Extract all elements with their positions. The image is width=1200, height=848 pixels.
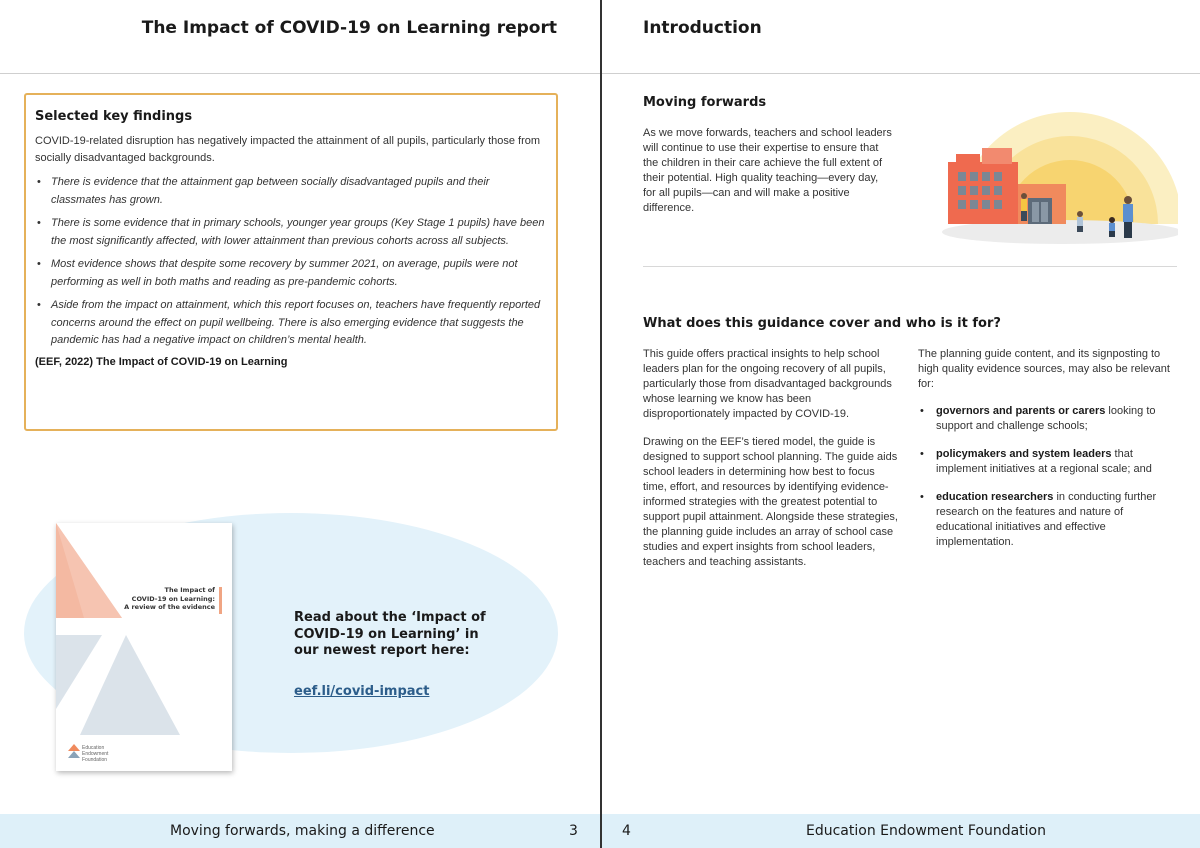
key-findings-heading: Selected key findings <box>35 109 193 124</box>
page-number-right: 4 <box>622 823 631 839</box>
audience-intro: The planning guide content, and its signposting to high quality evidence sources, may also be relevant for: <box>918 348 1170 390</box>
report-cover-thumbnail[interactable] <box>56 523 232 771</box>
left-page-header <box>0 0 600 74</box>
guidance-para-1: This guide offers practical insights to help school leaders plan for the ongoing recovery of all pupils, particularly those from disadvantaged backgrounds whose learning we know has been disproportionately impacted by COVID-19. <box>643 348 892 420</box>
moving-forwards-heading: Moving forwards <box>643 95 767 110</box>
audience-item: • policymakers and system leaders that implement initiatives at a regional scale; and <box>918 447 1180 477</box>
right-page-header <box>602 0 1200 74</box>
findings-source: (EEF, 2022) The Impact of COVID-19 on Learning <box>35 355 288 368</box>
key-findings-intro: COVID-19-related disruption has negatively impacted the attainment of all pupils, particularly those from socially disadvantaged backgrounds. <box>35 135 541 164</box>
cover-accent-bar <box>219 587 222 614</box>
key-finding-item: • Aside from the impact on attainment, which this report focuses on, teachers have frequently reported concerns around the effect on pupil wellbeing. There is also emerging evidence that suggests the pandemic has had a negative impact on children’s mental health. <box>35 297 546 350</box>
right-footer-text: Education Endowment Foundation <box>806 823 1046 839</box>
cover-triangles-graphic <box>56 523 232 771</box>
guidance-para-2: Drawing on the EEF’s tiered model, the guide is designed to support school planning. The guide aids school leaders in determining how best to focus time, effort, and resources by identifying evidence-informed strategies with the greatest potential to support pupil attainment. Alongside these strategies, the planning guide includes an array of school case studies and expert insights from school leaders, teachers and teaching assistants. <box>643 436 898 568</box>
section-divider <box>643 266 1177 267</box>
school-illustration <box>932 92 1178 260</box>
key-finding-item: • Most evidence shows that despite some recovery by summer 2021, on average, pupils were not performing as well in both maths and reading as pre-pandemic cohorts. <box>35 256 546 291</box>
right-page-footer <box>602 814 1200 848</box>
key-finding-item: • There is some evidence that in primary schools, younger year groups (Key Stage 1 pupils) have been the most significantly affected, with lower attainment than previous cohorts across all subjects. <box>35 215 546 250</box>
key-findings-list <box>35 174 546 350</box>
audience-list <box>918 404 1180 563</box>
right-page <box>602 0 1200 848</box>
cover-logo-text: Education Endowment Foundation <box>82 745 109 763</box>
left-page-footer <box>0 814 600 848</box>
eef-logo-icon <box>68 744 80 758</box>
report-link[interactable]: eef.li/covid-impact <box>294 684 430 699</box>
page-number-left: 3 <box>569 823 578 839</box>
audience-item: • education researchers in conducting further research on the features and nature of educational initiatives and effective implementation. <box>918 490 1180 550</box>
left-footer-text: Moving forwards, making a difference <box>170 823 435 839</box>
key-findings-box <box>24 93 558 431</box>
cover-title: The Impact of COVID-19 on Learning: A review of the evidence <box>124 586 215 611</box>
moving-forwards-body: As we move forwards, teachers and school leaders will continue to use their expertise to ensure that the children in their care achieve the full extent of their potential. High quality teaching—every day, for all pupils—can and will make a positive difference. <box>643 127 892 214</box>
audience-item: • governors and parents or carers looking to support and challenge schools; <box>918 404 1180 434</box>
left-page-title: The Impact of COVID-19 on Learning report <box>141 18 557 38</box>
guidance-heading: What does this guidance cover and who is it for? <box>643 316 1001 331</box>
key-finding-item: • There is evidence that the attainment gap between socially disadvantaged pupils and their classmates has grown. <box>35 174 546 209</box>
promo-text: Read about the ‘Impact of COVID-19 on Learning’ in our newest report here: <box>294 610 486 658</box>
right-page-title: Introduction <box>643 18 762 38</box>
